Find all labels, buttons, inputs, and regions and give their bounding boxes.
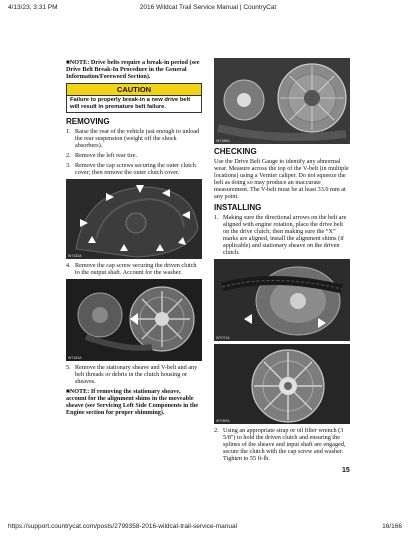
- left-column: [66, 59, 202, 419]
- belt-install-illustration: [214, 259, 350, 341]
- remove-step-1: [66, 128, 202, 149]
- step-number: 3.: [66, 162, 71, 169]
- installing-heading: INSTALLING: [214, 203, 262, 212]
- photo-clutch-cover: [66, 179, 202, 259]
- step-number: 2.: [66, 152, 71, 159]
- install-step-2: [214, 427, 350, 462]
- checking-heading: CHECKING: [214, 147, 257, 156]
- photo-driven-clutch: [66, 279, 202, 361]
- step-number: 2.: [214, 427, 219, 434]
- install-step-1: [214, 214, 350, 256]
- caution-title: CAUTION: [66, 83, 202, 95]
- print-url: https://support.countrycat.com/posts/2799358-2016-wildcat-trail-service-manual: [8, 523, 238, 530]
- caution-text: Failure to properly break-in a new drive belt will result in premature belt failure.: [66, 95, 202, 113]
- photo-driven-clutch-secured: [214, 344, 350, 424]
- step-number: 5.: [66, 364, 71, 371]
- note-alignment-shims: ■NOTE: If removing the stationary sheave, account for the alignment shims in the moveable sheave (see Servicing Left Side Components in the Engine section for proper shimming).: [66, 388, 199, 416]
- step-text: Remove the cap screws securing the outer clutch cover; then remove the outer clutch cover.: [75, 162, 196, 176]
- photo-belt-install: [214, 259, 350, 341]
- step-number: 1.: [214, 214, 219, 221]
- photo-caption: WT071A: [216, 336, 230, 340]
- removing-heading: REMOVING: [66, 117, 110, 126]
- print-datetime: 4/13/23, 3:31 PM: [8, 4, 58, 11]
- step-number: 1.: [66, 128, 71, 135]
- step-text: Remove the cap screw securing the driven clutch to the output shaft. Account for the washer.: [75, 262, 197, 276]
- step-text: Remove the left rear tire.: [75, 152, 138, 159]
- photo-clutch-housing: [214, 58, 350, 144]
- step-text: Raise the rear of the vehicle just enough to unload the rear suspension (weight off the shock absorbers).: [75, 128, 200, 149]
- clutch-cover-illustration: [66, 179, 202, 259]
- clutch-housing-illustration: [214, 58, 350, 144]
- photo-caption: WT182A: [68, 254, 82, 258]
- remove-step-3: [66, 162, 202, 176]
- photo-caption: WT186A: [216, 139, 230, 143]
- note-break-in: ■NOTE: Drive belts require a break-in period (see Drive Belt Break-In Procedure in the General Information/Foreword Section).: [66, 59, 200, 80]
- remove-step-4: [66, 262, 202, 276]
- step-text: Remove the stationary sheave and V-belt and any belt threads or debris in the clutch housing or sheaves.: [75, 364, 198, 385]
- step-text: Using an appropriate strap or oil filter wrench (3 5/8") to hold the driven clutch and ensuring the splines of the sheave and input shaft are engaged, secure the clutch with the cap screw and washer. Tighten to 55 ft-lb.: [223, 427, 346, 462]
- remove-step-2: [66, 152, 202, 159]
- driven-clutch-illustration: [66, 279, 202, 361]
- print-page-count: 16/166: [382, 523, 402, 530]
- step-text: Making sure the directional arrows on the belt are aligned with engine rotation, place the drive belt on the drive clutch; then making sure the “X” marks are aligned, install the alignment shims (if applicable) and stationary sheave on the driven clutch.: [223, 214, 347, 256]
- print-title: 2016 Wildcat Trail Service Manual | CountryCat: [139, 4, 277, 11]
- right-column: [214, 58, 350, 465]
- photo-caption: WT059A: [216, 419, 230, 423]
- checking-text: Use the Drive Belt Gauge to identify any abnormal wear. Measure across the top of the V-belt (in multiple locations) using a Vernier caliper. Do not squeeze the belt as doing so may produce an inaccurate measurement. The V-belt must be at least 33.0 mm at any point.: [214, 158, 349, 200]
- driven-clutch-secured-illustration: [214, 344, 350, 424]
- photo-caption: WT183A: [68, 356, 82, 360]
- page-number: 15: [342, 467, 350, 474]
- remove-step-5: [66, 364, 202, 385]
- step-number: 4.: [66, 262, 71, 269]
